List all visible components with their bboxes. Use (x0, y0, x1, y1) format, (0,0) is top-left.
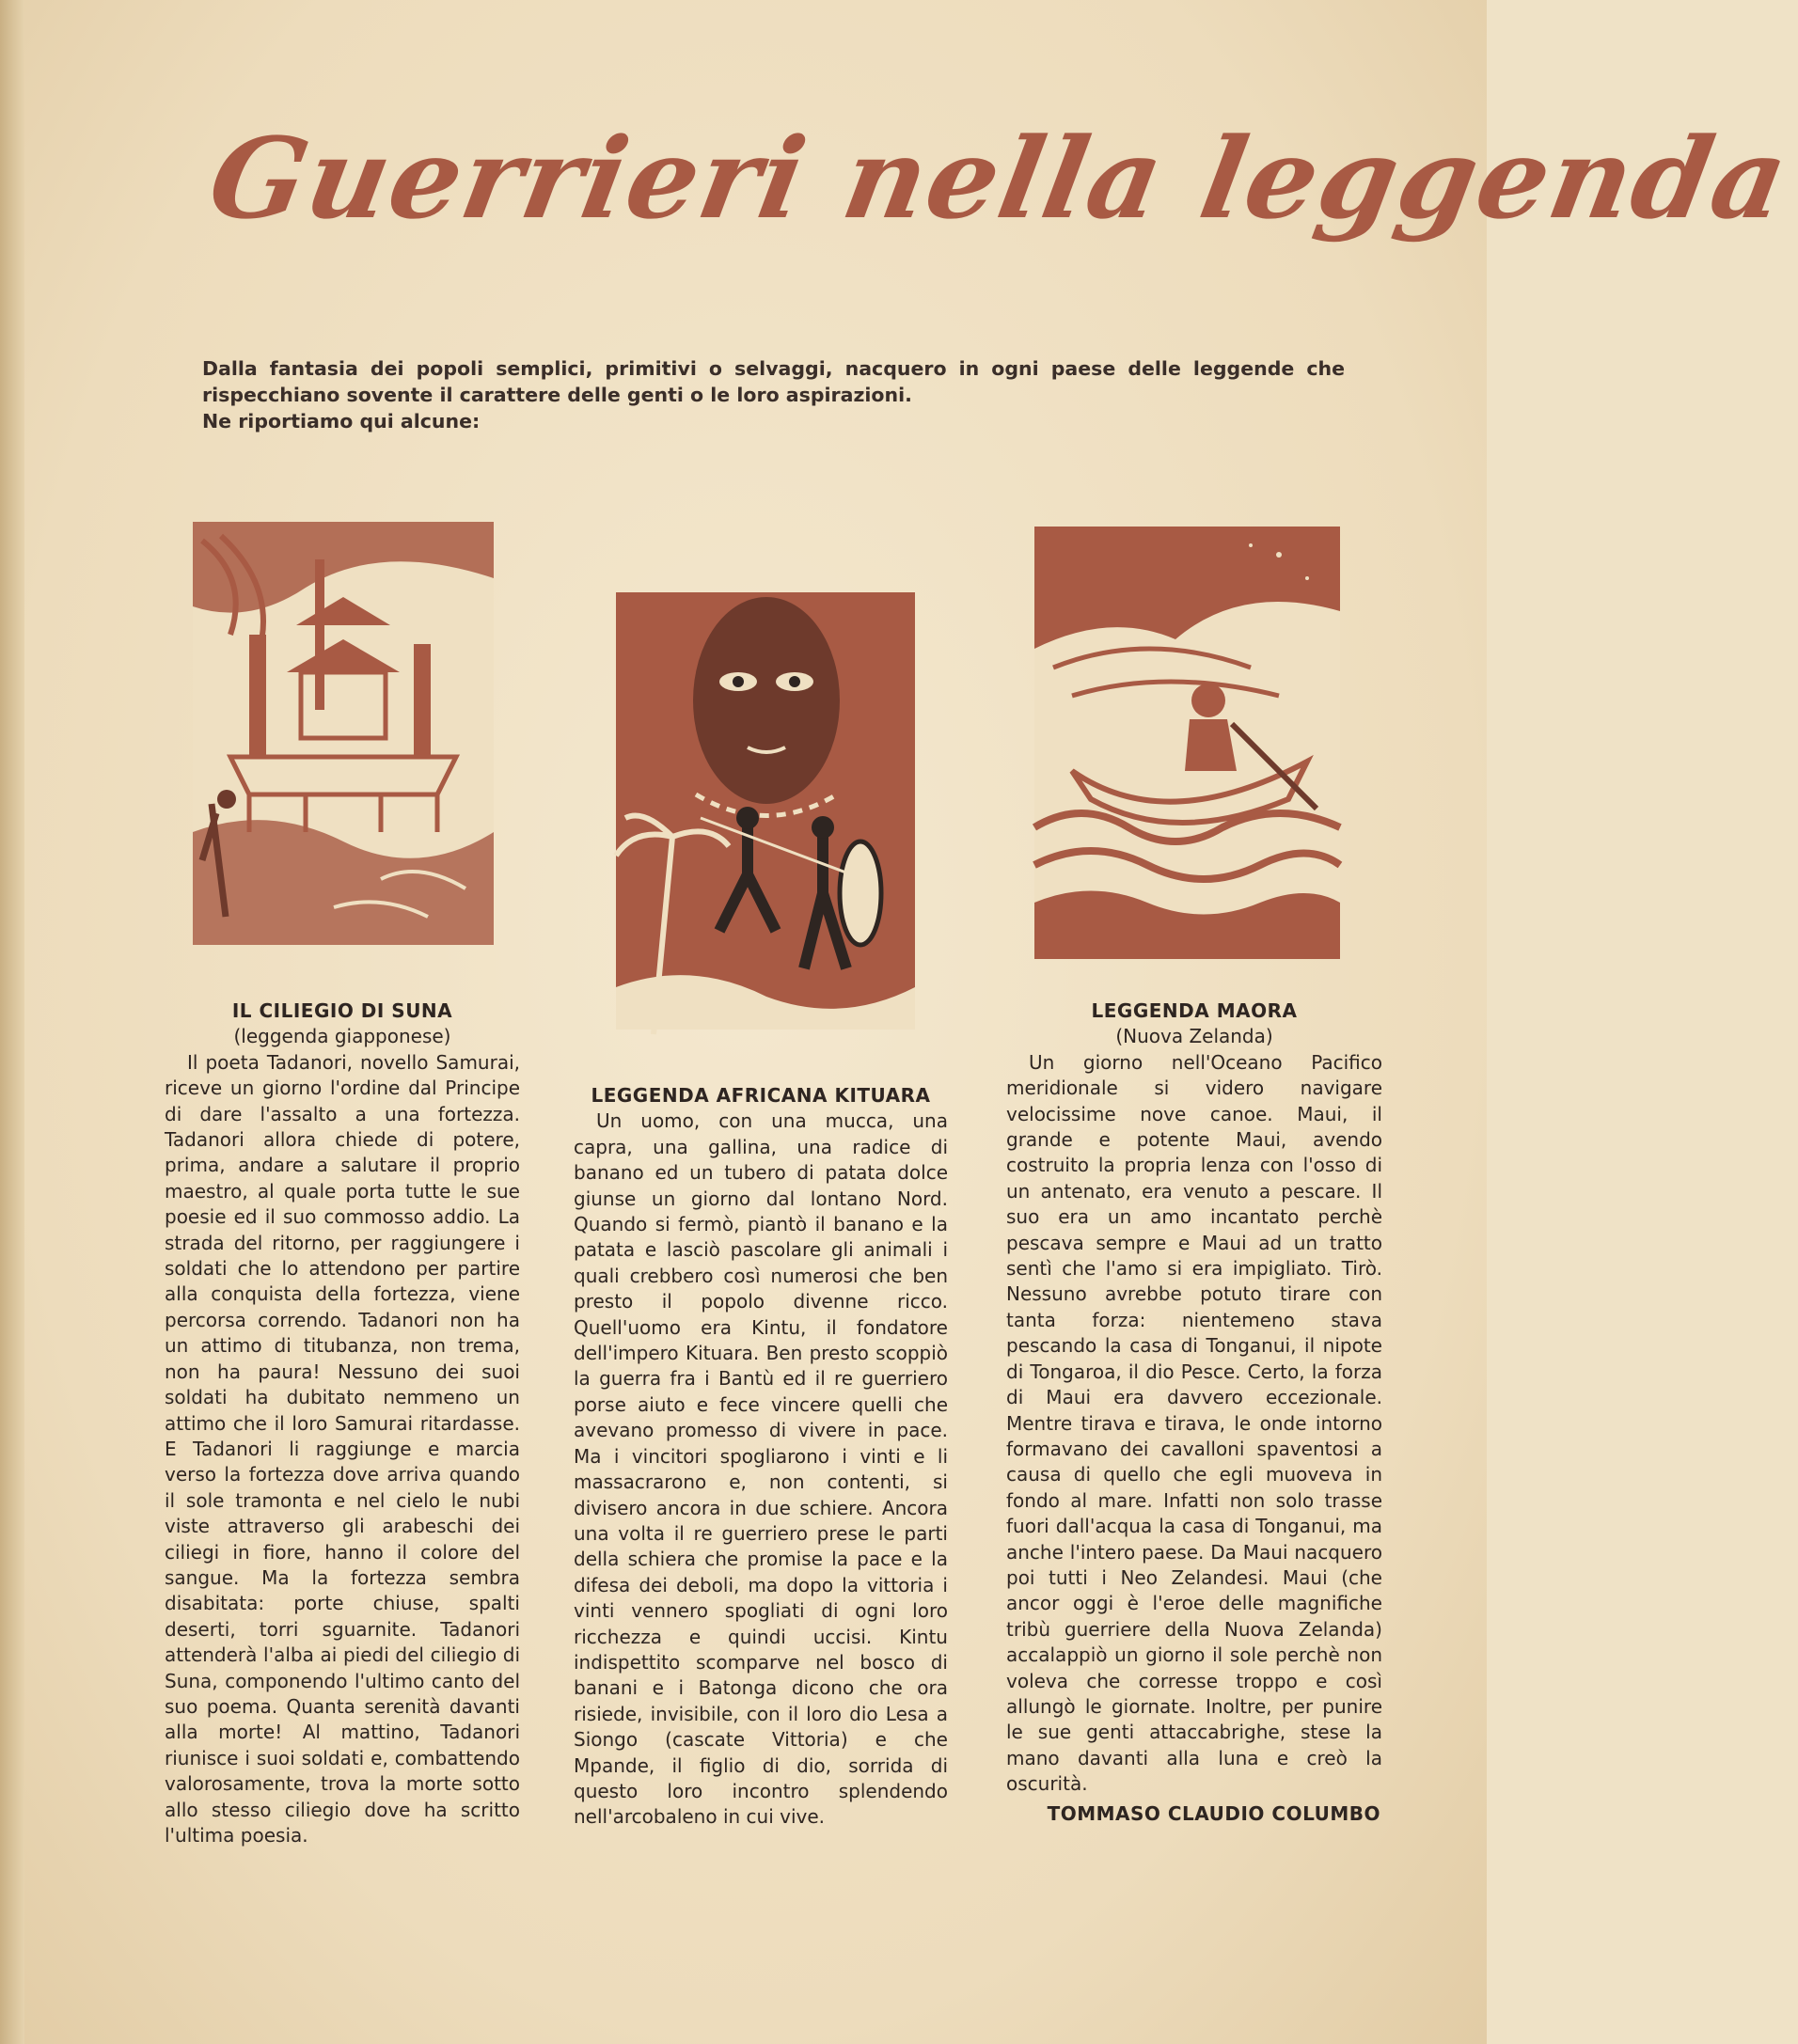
page-title: Guerrieri nella leggenda (200, 113, 1798, 244)
story-body: Un uomo, con una mucca, una capra, una gallina, una radice di banano ed un tubero di patata dolce giunse un giorno dal lontano Nord. Quando si fermò, piantò il banano e la patata e lasciò pascolare gli animali i quali crebbero così numerosi che ben presto il popolo divenne ricco. Quell'uomo era Kintu, il fondatore dell'impero Kituara. Ben presto scoppiò la guerra fra i Bantù ed il re guerriero porse aiuto e fece vincere quelli che avevano promesso di vivere in pace. Ma i vincitori spogliarono i vinti e li massacrarono e, non contenti, si divisero ancora in due schiere. Ancora una volta il re guerriero prese le parti della schiera che promise la pace e la difesa dei deboli, ma dopo la vittoria i vinti vennero spogliati di ogni loro ricchezza e quindi uccisi. Kintu indispettito scomparve nel bosco di banani e i Batonga dicono che ora risiede, invisibile, con il loro dio Lesa a Siongo (cascate Vittoria) e che Mpande, il figlio di dio, sorrida di questo loro incontro splendendo nell'arcobaleno in cui vive. (574, 1109, 948, 1829)
story-subtitle: (leggenda giapponese) (233, 1025, 451, 1048)
story-column-3 (1006, 998, 1382, 1827)
castle-drawing (193, 522, 494, 945)
page-spine (0, 0, 24, 2044)
warriors-drawing (616, 592, 915, 1030)
illustration-japanese-castle (193, 522, 494, 945)
story-title: LEGGENDA AFRICANA KITUARA (591, 1084, 931, 1107)
illustration-african-warriors (616, 592, 915, 1030)
story-title: IL CILIEGIO DI SUNA (231, 999, 453, 1022)
story-title: LEGGENDA MAORA (1091, 999, 1298, 1022)
story-column-1 (165, 998, 520, 1848)
intro-paragraph (202, 355, 1345, 434)
story-body: Il poeta Tadanori, novello Samurai, riceve un giorno l'ordine dal Principe di dare l'assalto a una fortezza. Tadanori allora chiede di potere, prima, andare a salutare il proprio maestro, al quale porta tutte le sue poesie ed il suo commosso addio. La strada del ritorno, per raggiungere i soldati che lo attendono per partire alla conquista della fortezza, viene percorsa correndo. Tadanori non ha un attimo di titubanza, non trema, non ha paura! Nessuno dei suoi soldati ha dubitato nemmeno un attimo che il loro Samurai ritardasse. E Tadanori li raggiunge e marcia verso la fortezza dove arriva quando il sole tramonta e nel cielo le nubi viste attraverso gli arabeschi dei ciliegi in fiore, hanno il colore del sangue. Ma la fortezza sembra disabitata: porte chiuse, spalti deserti, torri sguarnite. Tadanori attenderà l'alba ai piedi del ciliegio di Suna, componendo l'ultimo canto del suo poema. Quanta serenità davanti alla morte! Al mattino, Tadanori riunisce i suoi soldati e, combattendo valorosamente, trova la morte sotto allo stesso ciliegio dove ha scritto l'ultima poesia. (165, 1050, 520, 1847)
story-subtitle: (Nuova Zelanda) (1115, 1025, 1273, 1048)
story-body: Un giorno nell'Oceano Pacifico meridionale si videro navigare velocissime nove canoe. Maui, il grande e potente Maui, avendo costruito la propria lenza con l'osso di un antenato, era venuto a pescare. Il suo era un amo incantato perchè pescava sempre e Maui ad un tratto sentì che l'amo si era impigliato. Tirò. Nessuno avrebbe potuto tirare con tanta forza: nientemeno stava pescando la casa di Tonganui, il nipote di Tongaroa, il dio Pesce. Certo, la forza di Maui era davvero eccezionale. Mentre tirava e tirava, le onde intorno formavano dei cavalloni spaventosi a causa di quello che egli muoveva in fondo al mare. Infatti non solo trasse fuori dall'acqua la casa di Tonganui, ma anche l'intero paese. Da Maui nacquero poi tutti i Neo Zelandesi. Maui (che ancor oggi è l'eroe delle magnifiche tribù guerriere della Nuova Zelanda) accalappiò un giorno il sole perchè non voleva che corresse troppo e così allungò le giornate. Inoltre, per punire le sue genti attaccabrighe, stese la mano davanti alla luna e creò la oscurità. (1006, 1050, 1382, 1796)
intro-line-2: Ne riportiamo qui alcune: (202, 410, 481, 432)
illustration-maori-canoe (1034, 527, 1340, 959)
canoe-drawing (1034, 527, 1340, 959)
intro-line-1: Dalla fantasia dei popoli semplici, primitivi o selvaggi, nacquero in ogni paese delle leggende che rispecchiano sovente il carattere delle genti o le loro aspirazioni. (202, 357, 1345, 406)
author-signature: TOMMASO CLAUDIO COLUMBO (1047, 1801, 1380, 1825)
story-column-2 (574, 1083, 948, 1831)
